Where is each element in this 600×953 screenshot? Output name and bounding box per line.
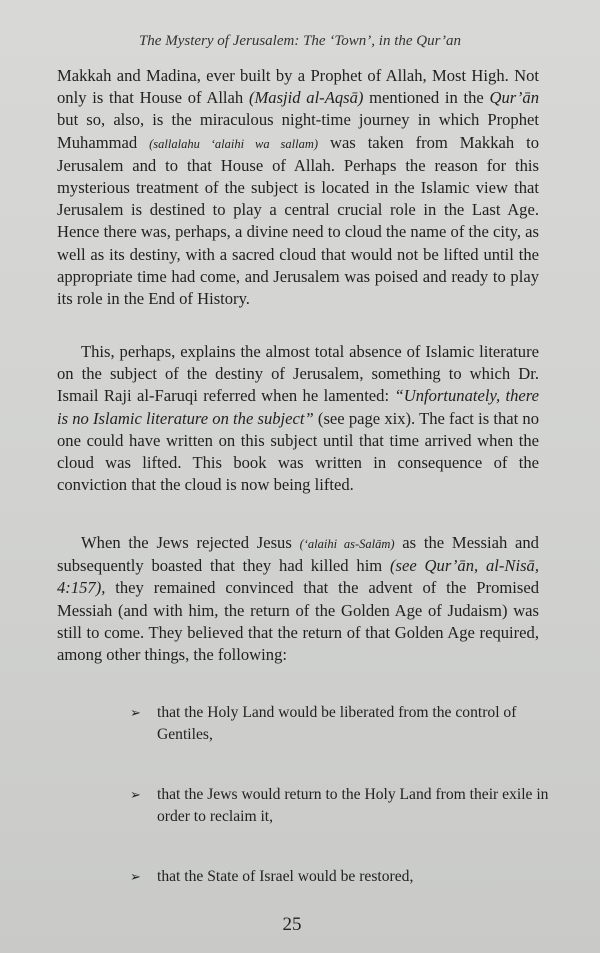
paragraph-3 [57, 532, 539, 666]
p1-honorific: (sallalahu ‘alaihi wa sallam) [149, 136, 319, 151]
bullet-item-1 [130, 702, 550, 745]
bullet-text-1: that the Holy Land would be liberated from the control of Gentiles, [157, 704, 517, 743]
paragraph-1 [57, 65, 539, 310]
p3-text-a: When the Jews rejected Jesus [81, 533, 300, 552]
p2-quote: “Unfortunately, there is no Islamic literature on the subject” [57, 386, 540, 428]
running-head: The Mystery of Jerusalem: The ‘Town’, in the Qur’an [138, 33, 462, 49]
arrow-bullet-icon: ➢ [130, 705, 141, 720]
p3-citation: (see Qur’ān, al-Nisā, 4:157), [57, 556, 540, 598]
p1-text-g: was taken from Makkah to Jerusalem and to that House of Allah. Perhaps the reason for this mysterious treatment of the subject is located in the Islamic view that Jerusalem is destined to play a central crucial role in the Last Age. Hence there was, perhaps, a divine need to cloud the name of the city, as well as its destiny, with a sacred cloud that would not be lifted until the appropriate time had come, and Jerusalem was poised and ready to play its role in the End of History. [57, 132, 539, 309]
p1-italic-masjid: (Masjid al-Aqsā) [248, 88, 364, 108]
paragraph-2 [57, 341, 539, 496]
bullet-item-2 [130, 784, 550, 827]
bullet-item-3 [130, 866, 550, 888]
p3-text-c: as the Messiah and subsequently boasted that they had killed him [57, 533, 539, 576]
p3-text-e: they remained convinced that the advent of the Promised Messiah (and with him, the return of the Golden Age of Judaism) was still to come. They believed that the return of that Golden Age required, among other things, the following: [57, 578, 539, 665]
bullet-text-2: that the Jews would return to the Holy Land from their exile in order to reclaim it, [157, 786, 549, 825]
p1-italic-quran: Qur’ān [489, 88, 539, 108]
arrow-bullet-icon: ➢ [130, 869, 141, 884]
page-number: 25 [282, 914, 302, 935]
bullet-text-3: that the State of Israel would be restored, [157, 868, 414, 885]
p1-text-a: Makkah and Madina, ever built by a Prophet of Allah, Most High. Not only is that House of Allah [57, 66, 539, 108]
p3-honorific: (‘alaihi as-Salām) [299, 537, 395, 551]
p2-text-a: This, perhaps, explains the almost total absence of Islamic literature on the subject of the destiny of Jerusalem, something to which Dr. Ismail Raji al-Faruqi referred when he lamented: [57, 342, 539, 406]
p2-text-c: (see page xix). The fact is that no one could have written on this subject until that time arrived when the cloud was lifted. This book was written in consequence of the conviction that the cloud is now being lifted. [57, 408, 539, 495]
arrow-bullet-icon: ➢ [130, 787, 141, 802]
p1-text-c: mentioned in the [363, 88, 490, 108]
p1-text-e: but so, also, is the miraculous night-time journey in which Prophet Muhammad [57, 110, 539, 152]
